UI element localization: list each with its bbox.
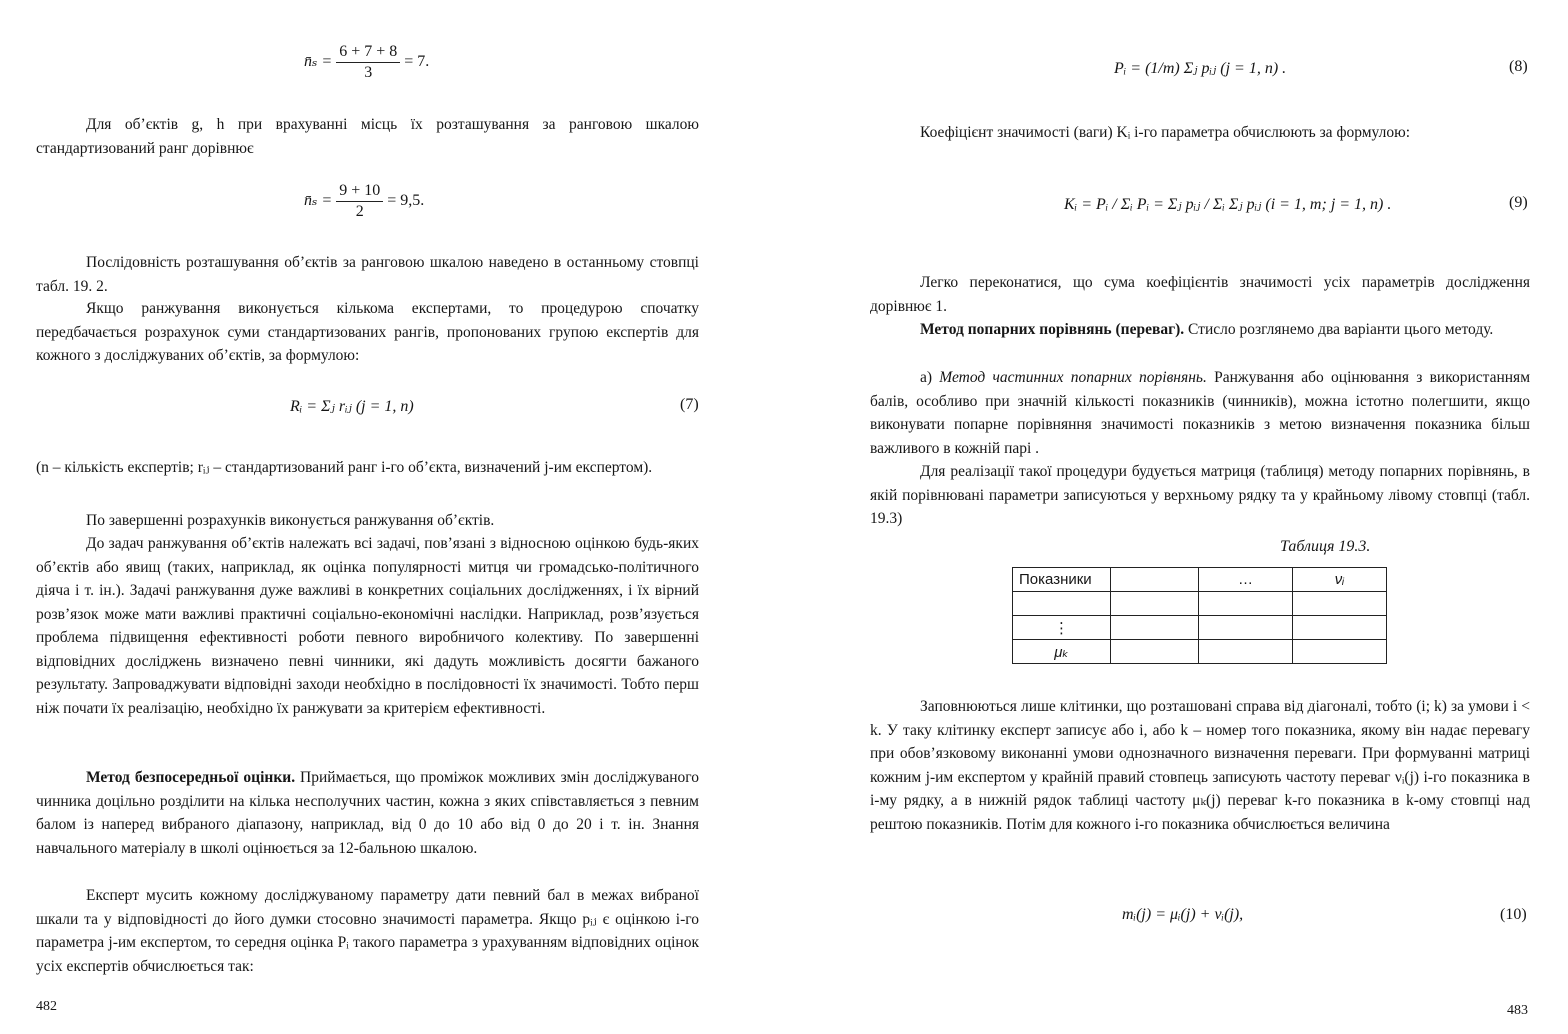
table-cell xyxy=(1292,616,1386,640)
table-cell: μₖ xyxy=(1013,640,1111,664)
partial-pairwise-heading: Метод частинних попарних порівнянь. xyxy=(939,369,1207,386)
header-cell: … xyxy=(1198,568,1292,592)
page-number-right: 483 xyxy=(1507,1003,1528,1018)
table-header-row xyxy=(1013,568,1387,592)
equation-number-10: (10) xyxy=(1500,906,1527,923)
table-cell xyxy=(1013,592,1111,616)
table-cell xyxy=(1198,592,1292,616)
table-cell xyxy=(1111,640,1199,664)
table-cell xyxy=(1292,592,1386,616)
equation-number-8: (8) xyxy=(1509,58,1528,75)
table-cell xyxy=(1292,640,1386,664)
pairwise-heading: Метод попарних порівнянь (переваг). xyxy=(920,321,1185,338)
paragraph-pairwise-method xyxy=(870,318,1530,342)
paragraph-direct-method xyxy=(36,766,699,860)
fraction xyxy=(336,181,383,222)
fraction xyxy=(336,42,400,83)
paragraph-partial-pairwise xyxy=(870,366,1530,460)
paragraph-fill-rules: Заповнюються лише клітинки, що розташовані справа від діагоналі, тобто (i; k) за умови i < k. У таку клітинку експерт записує або i, або k – номер того показника, якому він надає перевагу при обов’язковому виконанні умови однозначного визначення переваги. При формуванні матриці кожним j-им експертом у крайній правий стовпець записують частоту переваг νᵢ(j) i-го показника в i-му рядку, а в нижній рядок таблиці частоту μₖ(j) переваг k-го показника в k-ому стовпці над рештою показників. Потім для кожного i-го показника обчислюється величина xyxy=(870,698,1530,833)
table-row xyxy=(1013,616,1387,640)
table-row xyxy=(1013,640,1387,664)
table-cell xyxy=(1111,616,1199,640)
paragraph-sequence: Послідовність розташування об’єктів за ранговою шкалою наведено в останньому стовпці табл. 19. 2. xyxy=(36,254,699,295)
paragraph-expert-score: Експерт мусить кожному досліджуваному параметру дати певний бал в межах вибраної шкали та у відповідності до його думки стосовно значимості параметра. Якщо pᵢⱼ є оцінкою i-го параметра j-им експертом, то середня оцінка Pᵢ такого параметра з урахуванням відповідних оцінок усіх експертів обчислюється так: xyxy=(36,887,699,975)
paragraph-multiple-experts: Якщо ранжування виконується кількома експертами, то процедурою спочатку передбачається розрахунок суми стандартизованих рангів, пропонованих групою експертів для кожного з досліджуваних об’єктів, за формулою: xyxy=(36,300,699,364)
numerator: 9 + 10 xyxy=(336,181,383,202)
paragraph-legend: (n – кількість експертів; rᵢⱼ – стандартизований ранг i-го об’єкта, визначений j-им експертом). xyxy=(36,459,653,476)
paragraph-weight-coefficient: Коефіцієнт значимості (ваги) Kᵢ i-го параметра обчислюють за формулою: xyxy=(920,124,1410,141)
denominator: 3 xyxy=(364,64,373,81)
page-number-left: 482 xyxy=(36,999,57,1014)
denominator: 2 xyxy=(355,203,364,220)
header-cell: νᵢ xyxy=(1292,568,1386,592)
table-cell xyxy=(1198,616,1292,640)
header-cell xyxy=(1111,568,1199,592)
table-cell: ⋮ xyxy=(1013,616,1111,640)
numerator: 6 + 7 + 8 xyxy=(336,42,400,63)
formula-lhs: n̄ₛ = xyxy=(304,192,333,210)
formula-rhs: = 7. xyxy=(404,53,430,71)
table-row xyxy=(1013,592,1387,616)
paragraph-sum-check: Легко переконатися, що сума коефіцієнтів значимості усіх параметрів дослідження дорівнює 1. xyxy=(870,274,1530,315)
right-page xyxy=(784,0,1568,1034)
pairwise-text: Стисло розглянемо два варіанти цього методу. xyxy=(1184,321,1494,338)
formula-8: Pᵢ = (1/m) Σⱼ pᵢⱼ (j = 1, n) . xyxy=(1114,60,1287,77)
equation-number-7: (7) xyxy=(680,396,699,413)
pairwise-table xyxy=(1012,567,1387,664)
table-cell xyxy=(1198,640,1292,664)
table-caption: Таблиця 19.3. xyxy=(1280,538,1371,555)
equation-number-9: (9) xyxy=(1509,194,1528,211)
table-cell xyxy=(1111,592,1199,616)
paragraph-matrix: Для реалізації такої процедури будується матриця (таблиця) методу попарних порівнянь, в якій порівнювані параметри записуються у верхньому рядку та у крайньому лівому стовпці (табл. 19.3) xyxy=(870,463,1530,527)
header-cell: Показники xyxy=(1013,568,1111,592)
direct-method-text: Приймається, що проміжок можливих змін досліджуваного чинника доцільно розділити на кілька несполучних частин, кожна з яких співставляється з певним балом із наперед вибраного діапазону, наприклад, від 0 до 10 або від 0 до 20 і т. ін. Знання навчального матеріалу в школі оцінюється за 12-бальною шкалою. xyxy=(36,769,699,857)
formula-ns-mid xyxy=(304,181,424,222)
formula-9: Kᵢ = Pᵢ / Σᵢ Pᵢ = Σⱼ pᵢⱼ / Σᵢ Σⱼ pᵢⱼ (i = 1, m; j = 1, n) . xyxy=(1064,196,1392,213)
paragraph-ranks-gh: Для об’єктів g, h при врахуванні місць їх розташування за ранговою шкалою стандартизований ранг дорівнює xyxy=(36,116,699,157)
paragraph-ranking-tasks: До задач ранжування об’єктів належать всі задачі, пов’язані з відносною оцінкою будь-яких об’єктів або явищ (таких, наприклад, як оцінка популярності митця чи громадсько-політичного діяча і т. ін.). Задачі ранжування дуже важливі в конкретних соціальних дослідженнях, і їх вірний розв’язок може мати важливі практичні соціально-економічні наслідки. Наприклад, розв’язується проблема підвищення ефективності роботи певного виробничого колективу. По завершенні відповідних досліджень визначено певні чинники, які дадуть можливість досягти бажаного результату. Запроваджувати відповідні заходи необхідно в послідовності їх значимості. Тобто перш ніж почати їх реалізацію, необхідно їх ранжувати за критерієм ефективності. xyxy=(36,535,699,717)
paragraph-ranking-done: По завершенні розрахунків виконується ранжування об’єктів. xyxy=(86,512,495,529)
direct-method-heading: Метод безпосередньої оцінки. xyxy=(86,769,296,786)
formula-rhs: = 9,5. xyxy=(387,192,425,210)
formula-lhs: n̄ₛ = xyxy=(304,53,333,71)
formula-7: Rᵢ = Σⱼ rᵢⱼ (j = 1, n) xyxy=(290,398,414,415)
partial-pairwise-text: Ранжування або оцінювання з використанням балів, особливо при значній кількості показників (чинників), можна істотно полегшити, якщо виконувати попарне порівняння значимості показників з метою визначення показника більш важливого в кожній парі . xyxy=(870,369,1530,457)
formula-ns-top xyxy=(304,42,429,83)
formula-10: mᵢ(j) = μᵢ(j) + νᵢ(j), xyxy=(1122,906,1244,923)
item-letter: а) xyxy=(920,369,940,386)
